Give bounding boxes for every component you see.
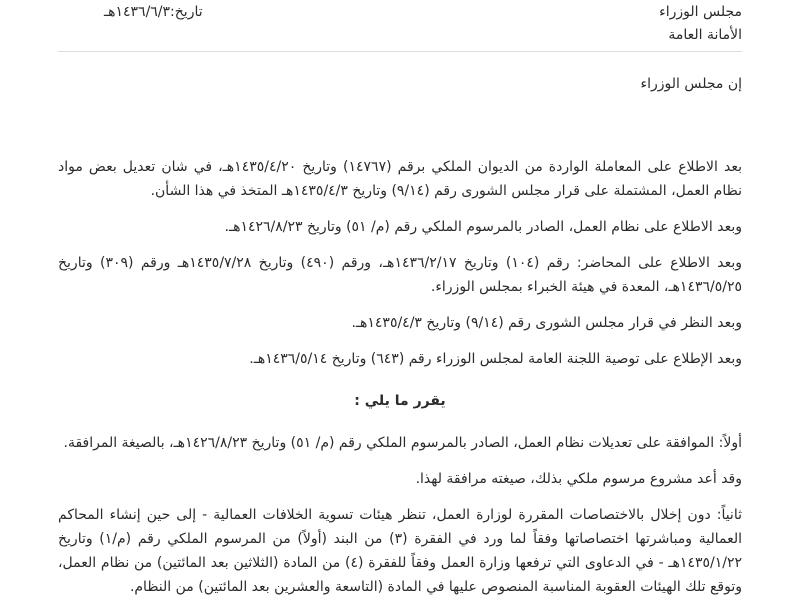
issuing-authority <box>659 1 742 47</box>
clause-paragraph: ثانياً: دون إخلال بالاختصاصات المقررة لوزارة العمل، تنظر هيئات تسوية الخلافات العمالية - إلى حين إنشاء المحاكم العمالية ومباشرتها اختصاصاتها وفقاً لما ورد في الفقرة (٣) من البند (أولاً) من المرسوم الملكي رقم (م/١) وتاريخ ١٤٣٥/١/٢٢هـ - في الدعاوى التي ترفعها وزارة العمل وفقاً للفقرة (٤) من المادة (الثلاثين بعد المائتين) من نظام العمل، وتوقع تلك الهيئات العقوبة المناسبة المنصوص عليها في المادة (التاسعة والعشرين بعد المائتين) من النظام. <box>58 507 742 595</box>
preamble-paragraph: بعد الاطلاع على المعاملة الواردة من الديوان الملكي برقم (١٤٧٦٧) وتاريخ ١٤٣٥/٤/٢٠هـ، في شان تعديل بعض مواد نظام العمل، المشتملة على قرار مجلس الشورى رقم (٩/١٤) وتاريخ ١٤٣٥/٤/٣هـ المتخذ في هذا الشأن. <box>58 159 742 199</box>
preamble-paragraph: وبعد الاطلاع على المحاضر: رقم (١٠٤) وتاريخ ١٤٣٦/٢/١٧هـ، ورقم (٤٩٠) وتاريخ ١٤٣٥/٧/٢٨هـ ورقم (٣٠٩) وتاريخ ١٤٣٦/٥/٢٥هـ، المعدة في هيئة الخبراء بمجلس الوزراء. <box>58 255 742 295</box>
council-name: مجلس الوزراء <box>659 4 742 20</box>
clause-paragraph: وقد أعد مشروع مرسوم ملكي بذلك، صيغته مرافقة لهذا. <box>415 471 742 487</box>
header-divider <box>58 51 742 52</box>
document-date: تاريخ:١٤٣٦/٦/٣هـ <box>104 4 203 20</box>
preamble-paragraph: وبعد الإطلاع على توصية اللجنة العامة لمجلس الوزراء رقم (٦٤٣) وتاريخ ١٤٣٦/٥/١٤هـ. <box>249 351 742 367</box>
preamble-paragraph: وبعد النظر في قرار مجلس الشورى رقم (٩/١٤) وتاريخ ١٤٣٥/٤/٣هـ. <box>351 315 742 331</box>
preamble-paragraph: وبعد الاطلاع على نظام العمل، الصادر بالمرسوم الملكي رقم (م/ ٥١) وتاريخ ١٤٢٦/٨/٢٣هـ. <box>224 219 742 235</box>
decision-heading: يقرر ما يلي : <box>354 393 446 409</box>
general-secretariat: الأمانة العامة <box>668 27 742 43</box>
document-body <box>58 72 742 600</box>
clause-paragraph: أولاً: الموافقة على تعديلات نظام العمل، الصادر بالمرسوم الملكي رقم (م/ ٥١) وتاريخ ١٤٢٦/٨/٢٣هـ، بالصيغة المرافقة. <box>63 435 742 451</box>
document-header <box>58 0 742 50</box>
addressee: إن مجلس الوزراء <box>640 76 742 92</box>
